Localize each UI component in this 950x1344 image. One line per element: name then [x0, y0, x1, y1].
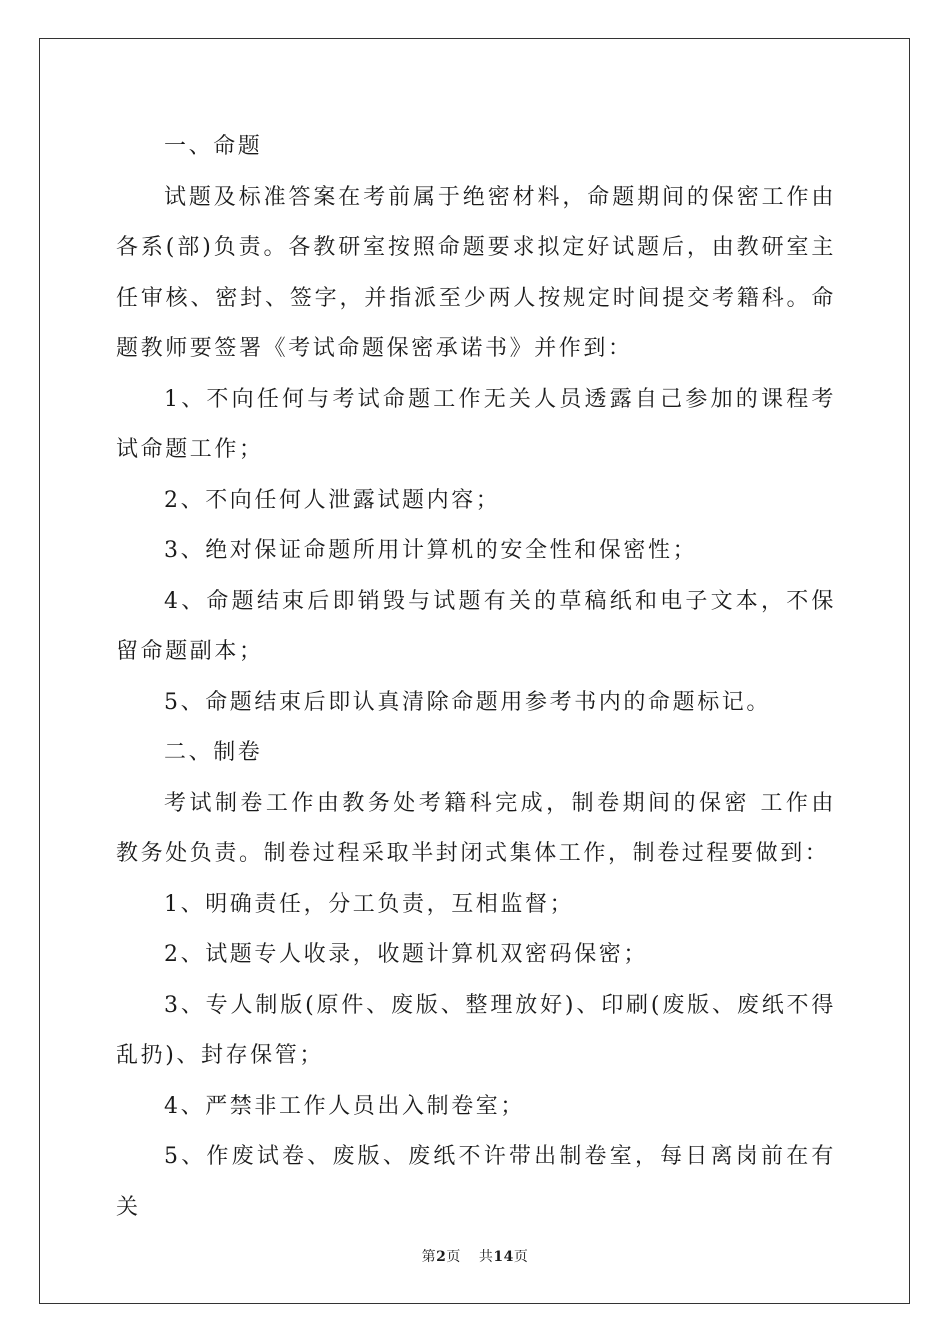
list-item: 3、专人制版(原件、废版、整理放好)、印刷(废版、废纸不得乱扔)、封存保管；: [116, 992, 836, 1068]
list-item: 5、作废试卷、废版、废纸不许带出制卷室，每日离岗前在有关: [116, 1144, 836, 1220]
list-item: 3、绝对保证命题所用计算机的安全性和保密性；: [164, 538, 698, 563]
list-item: 4、命题结束后即销毁与试题有关的草稿纸和电子文本，不保留命题副本；: [116, 588, 836, 664]
list-item: 1、明确责任，分工负责，互相监督；: [164, 891, 575, 917]
list-item: 4、严禁非工作人员出入制卷室；: [164, 1093, 525, 1119]
list-item: 5、命题结束后即认真清除命题用参考书内的命题标记。: [164, 689, 771, 715]
page-suffix: 页: [446, 1249, 461, 1265]
document-body: [116, 122, 836, 1233]
total-pages: 14: [493, 1249, 514, 1265]
paragraph: 试题及标准答案在考前属于绝密材料，命题期间的保密工作由各系(部)负责。各教研室按照命题要求拟定好试题后，由教研室主任审核、密封、签字，并指派至少两人按规定时间提交考籍科。命题教师要签署《考试命题保密承诺书》并作到：: [116, 184, 836, 361]
total-prefix: 共: [478, 1249, 494, 1265]
paragraph: 考试制卷工作由教务处考籍科完成，制卷期间的保密 工作由教务处负责。制卷过程采取半封闭式集体工作，制卷过程要做到：: [116, 790, 836, 866]
page-number: 2: [436, 1249, 447, 1265]
total-suffix: 页: [513, 1249, 529, 1265]
list-item: 1、不向任何与考试命题工作无关人员透露自己参加的课程考试命题工作；: [116, 386, 836, 462]
section-heading: 一、命题: [164, 134, 263, 159]
section-heading: 二、制卷: [164, 740, 263, 765]
list-item: 2、试题专人收录，收题计算机双密码保密；: [164, 942, 648, 967]
page-prefix: 第: [421, 1249, 437, 1265]
list-item: 2、不向任何人泄露试题内容；: [164, 487, 501, 513]
page-footer: [0, 1246, 950, 1266]
